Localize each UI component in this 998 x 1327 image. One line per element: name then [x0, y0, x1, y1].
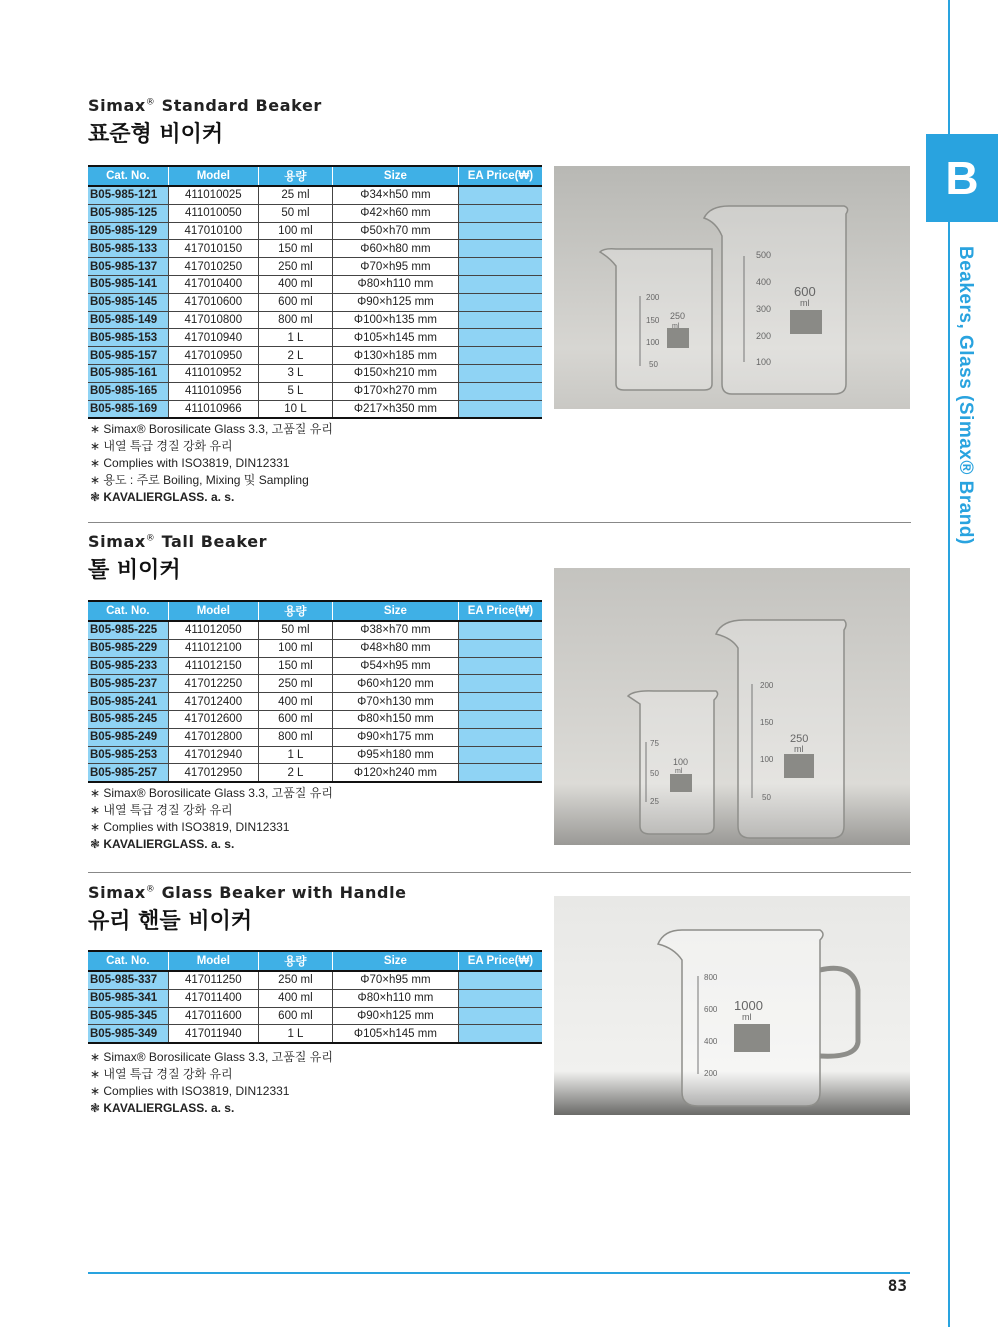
graduation-mark: 75	[650, 739, 659, 748]
manufacturer-line: ❃ KAVALIERGLASS. a. s.	[90, 1101, 235, 1115]
price-cell	[458, 710, 542, 728]
graduation-mark: 400	[756, 277, 772, 287]
table-row	[88, 186, 542, 204]
capacity-cell: 600 ml	[258, 293, 332, 311]
model-cell: 417012400	[168, 693, 258, 711]
note-line: ∗ Simax® Borosilicate Glass 3.3, 고품질 유리	[90, 1050, 333, 1064]
graduation-mark: 150	[646, 316, 660, 325]
price-cell	[458, 728, 542, 746]
table-row	[88, 728, 542, 746]
graduation-mark: 100	[760, 755, 774, 764]
graduation-mark: 600	[704, 1005, 718, 1014]
size-cell: Φ90×h125 mm	[332, 293, 458, 311]
unit-label: ml	[742, 1012, 752, 1022]
table-row	[88, 639, 542, 657]
table-row	[88, 204, 542, 222]
graduation-mark: 300	[756, 304, 772, 314]
table-row	[88, 971, 542, 989]
page-number: 83	[887, 1276, 907, 1295]
size-cell: Φ90×h175 mm	[332, 728, 458, 746]
cat-no-cell: B05-985-157	[88, 347, 168, 365]
table-row	[88, 258, 542, 276]
capacity-cell: 100 ml	[258, 222, 332, 240]
model-cell: 417010100	[168, 222, 258, 240]
column-header: Model	[168, 951, 258, 971]
graduation-mark: 800	[704, 973, 718, 982]
model-cell: 417010800	[168, 311, 258, 329]
model-cell: 411012100	[168, 639, 258, 657]
price-cell	[458, 204, 542, 222]
size-cell: Φ70×h95 mm	[332, 971, 458, 989]
capacity-cell: 1 L	[258, 746, 332, 764]
model-cell: 417011250	[168, 971, 258, 989]
size-cell: Φ70×h130 mm	[332, 693, 458, 711]
capacity-cell: 1 L	[258, 329, 332, 347]
price-cell	[458, 1007, 542, 1025]
table-row	[88, 710, 542, 728]
cat-no-cell: B05-985-253	[88, 746, 168, 764]
size-cell: Φ50×h70 mm	[332, 222, 458, 240]
column-header: EA Price(₩)	[458, 166, 542, 186]
capacity-cell: 50 ml	[258, 621, 332, 639]
graduation-mark: 50	[762, 793, 771, 802]
capacity-cell: 600 ml	[258, 710, 332, 728]
price-cell	[458, 347, 542, 365]
column-header: EA Price(₩)	[458, 601, 542, 621]
cat-no-cell: B05-985-137	[88, 258, 168, 276]
size-cell: Φ217×h350 mm	[332, 400, 458, 418]
capacity-cell: 800 ml	[258, 311, 332, 329]
column-header: Size	[332, 951, 458, 971]
table-row	[88, 293, 542, 311]
standard-beaker-heading	[88, 96, 912, 148]
table-row	[88, 222, 542, 240]
price-cell	[458, 657, 542, 675]
size-cell: Φ120×h240 mm	[332, 764, 458, 782]
table-row	[88, 364, 542, 382]
side-category-label	[946, 246, 986, 566]
model-cell: 417010250	[168, 258, 258, 276]
column-header: Cat. No.	[88, 166, 168, 186]
cat-no-cell: B05-985-121	[88, 186, 168, 204]
table-row	[88, 621, 542, 639]
capacity-cell: 25 ml	[258, 186, 332, 204]
graduation-mark: 500	[756, 250, 772, 260]
cat-no-cell: B05-985-233	[88, 657, 168, 675]
size-cell: Φ170×h270 mm	[332, 382, 458, 400]
model-cell: 411010025	[168, 186, 258, 204]
price-cell	[458, 746, 542, 764]
cat-no-cell: B05-985-257	[88, 764, 168, 782]
graduation-mark: 25	[650, 797, 659, 806]
price-cell	[458, 621, 542, 639]
size-cell: Φ130×h185 mm	[332, 347, 458, 365]
cat-no-cell: B05-985-169	[88, 400, 168, 418]
model-cell: 411010050	[168, 204, 258, 222]
cat-no-cell: B05-985-149	[88, 311, 168, 329]
size-cell: Φ38×h70 mm	[332, 621, 458, 639]
handle-beaker-notes	[90, 1049, 333, 1117]
model-cell: 417010940	[168, 329, 258, 347]
price-cell	[458, 971, 542, 989]
note-line: ∗ 내열 특급 경질 강화 유리	[90, 439, 233, 453]
model-cell: 411012050	[168, 621, 258, 639]
size-cell: Φ80×h110 mm	[332, 989, 458, 1007]
note-line: ∗ Complies with ISO3819, DIN12331	[90, 456, 290, 470]
size-cell: Φ60×h80 mm	[332, 240, 458, 258]
model-cell: 417012950	[168, 764, 258, 782]
model-cell: 411010952	[168, 364, 258, 382]
column-header: Model	[168, 601, 258, 621]
unit-label: ml	[672, 323, 680, 330]
note-line: ∗ Complies with ISO3819, DIN12331	[90, 1084, 290, 1098]
table-row	[88, 1007, 542, 1025]
cat-no-cell: B05-985-133	[88, 240, 168, 258]
capacity-cell: 250 ml	[258, 675, 332, 693]
volume-label: 600	[794, 284, 816, 299]
graduation-mark: 200	[756, 331, 772, 341]
model-cell: 411012150	[168, 657, 258, 675]
table-row	[88, 347, 542, 365]
model-cell: 417012940	[168, 746, 258, 764]
cat-no-cell: B05-985-153	[88, 329, 168, 347]
section-divider	[88, 522, 911, 523]
cat-no-cell: B05-985-165	[88, 382, 168, 400]
capacity-cell: 250 ml	[258, 971, 332, 989]
price-cell	[458, 186, 542, 204]
section-divider	[88, 872, 911, 873]
size-cell: Φ80×h110 mm	[332, 275, 458, 293]
price-cell	[458, 382, 542, 400]
unit-label: ml	[794, 744, 804, 754]
cat-no-cell: B05-985-241	[88, 693, 168, 711]
column-header: Size	[332, 601, 458, 621]
model-cell: 417012800	[168, 728, 258, 746]
model-cell: 411010966	[168, 400, 258, 418]
price-cell	[458, 240, 542, 258]
capacity-cell: 10 L	[258, 400, 332, 418]
model-cell: 417011600	[168, 1007, 258, 1025]
product-title-en: Simax® Glass Beaker with Handle	[88, 883, 407, 902]
standard-beaker-photo	[554, 166, 910, 409]
volume-label: 1000	[734, 998, 763, 1013]
table-row	[88, 746, 542, 764]
cat-no-cell: B05-985-349	[88, 1025, 168, 1043]
size-cell: Φ42×h60 mm	[332, 204, 458, 222]
note-line: ∗ 내열 특급 경질 강화 유리	[90, 803, 233, 817]
capacity-cell: 3 L	[258, 364, 332, 382]
note-line: ∗ 용도 : 주로 Boiling, Mixing 및 Sampling	[90, 473, 309, 487]
size-cell: Φ90×h125 mm	[332, 1007, 458, 1025]
section-tab-letter: B	[926, 134, 998, 222]
cat-no-cell: B05-985-141	[88, 275, 168, 293]
price-cell	[458, 258, 542, 276]
table-row	[88, 275, 542, 293]
table-row	[88, 311, 542, 329]
note-line: ∗ Simax® Borosilicate Glass 3.3, 고품질 유리	[90, 786, 333, 800]
size-cell: Φ34×h50 mm	[332, 186, 458, 204]
capacity-cell: 150 ml	[258, 240, 332, 258]
size-cell: Φ105×h145 mm	[332, 329, 458, 347]
price-cell	[458, 639, 542, 657]
graduation-mark: 50	[650, 769, 659, 778]
cat-no-cell: B05-985-229	[88, 639, 168, 657]
volume-label: 100	[673, 757, 689, 767]
column-header: 용량	[258, 166, 332, 186]
graduation-mark: 100	[646, 338, 660, 347]
price-cell	[458, 222, 542, 240]
table-row	[88, 989, 542, 1007]
graduation-mark: 200	[704, 1069, 718, 1078]
size-cell: Φ95×h180 mm	[332, 746, 458, 764]
cat-no-cell: B05-985-125	[88, 204, 168, 222]
capacity-cell: 100 ml	[258, 639, 332, 657]
capacity-cell: 400 ml	[258, 989, 332, 1007]
graduation-mark: 400	[704, 1037, 718, 1046]
unit-label: ml	[800, 298, 810, 308]
column-header: 용량	[258, 951, 332, 971]
model-cell: 417011940	[168, 1025, 258, 1043]
column-header: Cat. No.	[88, 951, 168, 971]
price-cell	[458, 400, 542, 418]
product-title-ko: 톨 비이커	[88, 558, 181, 583]
size-cell: Φ60×h120 mm	[332, 675, 458, 693]
capacity-cell: 800 ml	[258, 728, 332, 746]
volume-label: 250	[670, 311, 686, 321]
cat-no-cell: B05-985-245	[88, 710, 168, 728]
table-row	[88, 693, 542, 711]
cat-no-cell: B05-985-337	[88, 971, 168, 989]
model-cell: 417011400	[168, 989, 258, 1007]
table-header-row	[88, 166, 542, 186]
unit-label: ml	[675, 768, 683, 775]
cat-no-cell: B05-985-341	[88, 989, 168, 1007]
cat-no-cell: B05-985-145	[88, 293, 168, 311]
cat-no-cell: B05-985-129	[88, 222, 168, 240]
capacity-cell: 5 L	[258, 382, 332, 400]
capacity-cell: 2 L	[258, 347, 332, 365]
price-cell	[458, 329, 542, 347]
capacity-cell: 600 ml	[258, 1007, 332, 1025]
table-row	[88, 400, 542, 418]
cat-no-cell: B05-985-225	[88, 621, 168, 639]
product-title-en: Simax® Tall Beaker	[88, 532, 268, 551]
table-row	[88, 382, 542, 400]
table-row	[88, 329, 542, 347]
size-cell: Φ150×h210 mm	[332, 364, 458, 382]
price-cell	[458, 675, 542, 693]
manufacturer-line: ❃ KAVALIERGLASS. a. s.	[90, 837, 235, 851]
note-line: ∗ 내열 특급 경질 강화 유리	[90, 1067, 233, 1081]
capacity-cell: 2 L	[258, 764, 332, 782]
product-title-ko: 유리 핸들 비이커	[88, 909, 253, 934]
size-cell: Φ48×h80 mm	[332, 639, 458, 657]
size-cell: Φ70×h95 mm	[332, 258, 458, 276]
size-cell: Φ105×h145 mm	[332, 1025, 458, 1043]
table-row	[88, 1025, 542, 1043]
column-header: EA Price(₩)	[458, 951, 542, 971]
footer-line	[88, 1272, 910, 1274]
capacity-cell: 400 ml	[258, 275, 332, 293]
tall-beaker-photo	[554, 568, 910, 845]
price-cell	[458, 764, 542, 782]
volume-label: 250	[790, 733, 809, 745]
cat-no-cell: B05-985-161	[88, 364, 168, 382]
price-cell	[458, 693, 542, 711]
cat-no-cell: B05-985-249	[88, 728, 168, 746]
table-row	[88, 764, 542, 782]
price-cell	[458, 364, 542, 382]
handle-beaker-table	[88, 950, 542, 1044]
note-line: ∗ Complies with ISO3819, DIN12331	[90, 820, 290, 834]
table-header-row	[88, 601, 542, 621]
model-cell: 417010150	[168, 240, 258, 258]
capacity-cell: 50 ml	[258, 204, 332, 222]
capacity-cell: 1 L	[258, 1025, 332, 1043]
note-line: ∗ Simax® Borosilicate Glass 3.3, 고품질 유리	[90, 422, 333, 436]
column-header: 용량	[258, 601, 332, 621]
table-row	[88, 657, 542, 675]
graduation-mark: 50	[649, 360, 658, 369]
tall-beaker-table	[88, 600, 542, 783]
product-title-en: Simax® Standard Beaker	[88, 96, 322, 115]
price-cell	[458, 275, 542, 293]
standard-beaker-table	[88, 165, 542, 419]
model-cell: 411010956	[168, 382, 258, 400]
cat-no-cell: B05-985-345	[88, 1007, 168, 1025]
price-cell	[458, 311, 542, 329]
product-title-ko: 표준형 비이커	[88, 122, 224, 147]
price-cell	[458, 1025, 542, 1043]
tall-beaker-notes	[90, 785, 333, 853]
cat-no-cell: B05-985-237	[88, 675, 168, 693]
graduation-mark: 200	[760, 681, 774, 690]
size-cell: Φ100×h135 mm	[332, 311, 458, 329]
model-cell: 417012250	[168, 675, 258, 693]
table-row	[88, 675, 542, 693]
column-header: Size	[332, 166, 458, 186]
capacity-cell: 400 ml	[258, 693, 332, 711]
capacity-cell: 150 ml	[258, 657, 332, 675]
side-category-text: Beakers, Glass (Simax® Brand)	[955, 246, 976, 545]
standard-beaker-notes	[90, 421, 333, 506]
model-cell: 417010950	[168, 347, 258, 365]
model-cell: 417012600	[168, 710, 258, 728]
graduation-mark: 100	[756, 357, 772, 367]
size-cell: Φ54×h95 mm	[332, 657, 458, 675]
graduation-mark: 200	[646, 293, 660, 302]
model-cell: 417010400	[168, 275, 258, 293]
handle-beaker-photo	[554, 896, 910, 1115]
graduation-mark: 150	[760, 718, 774, 727]
capacity-cell: 250 ml	[258, 258, 332, 276]
size-cell: Φ80×h150 mm	[332, 710, 458, 728]
manufacturer-line: ❃ KAVALIERGLASS. a. s.	[90, 490, 235, 504]
price-cell	[458, 293, 542, 311]
column-header: Cat. No.	[88, 601, 168, 621]
table-header-row	[88, 951, 542, 971]
model-cell: 417010600	[168, 293, 258, 311]
column-header: Model	[168, 166, 258, 186]
table-row	[88, 240, 542, 258]
price-cell	[458, 989, 542, 1007]
